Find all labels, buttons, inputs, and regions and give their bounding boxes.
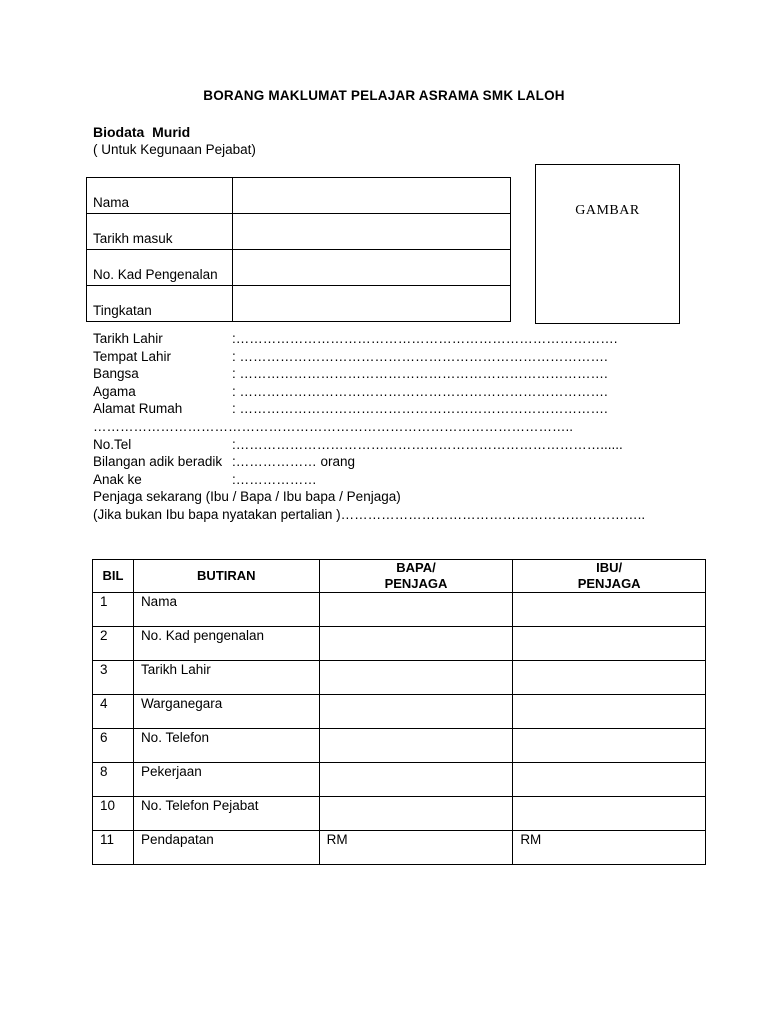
bapa-cell[interactable]	[319, 797, 513, 831]
bapa-cell[interactable]	[319, 695, 513, 729]
row-butiran: Pendapatan	[133, 831, 319, 865]
row-bil: 2	[93, 627, 134, 661]
row-bil: 4	[93, 695, 134, 729]
table-row	[93, 763, 706, 797]
entry-cell[interactable]	[233, 178, 511, 214]
table-header-row	[93, 560, 706, 593]
table-row	[93, 661, 706, 695]
bapa-cell[interactable]	[319, 763, 513, 797]
header-ibu-line1: IBU/	[596, 560, 623, 575]
row-bil: 8	[93, 763, 134, 797]
ibu-cell[interactable]	[513, 729, 706, 763]
row-bil: 6	[93, 729, 134, 763]
row-label: No. Kad Pengenalan	[87, 250, 233, 286]
table-row	[87, 214, 511, 250]
row-bil: 3	[93, 661, 134, 695]
field-label: Penjaga sekarang (Ibu / Bapa / Ibu bapa / Penjaga)	[93, 489, 401, 505]
row-bil: 1	[93, 593, 134, 627]
photo-box[interactable]	[535, 164, 680, 324]
table-row	[87, 286, 511, 322]
table-row	[93, 627, 706, 661]
bapa-cell[interactable]	[319, 661, 513, 695]
ibu-cell[interactable]	[513, 797, 706, 831]
ibu-cell[interactable]	[513, 593, 706, 627]
parents-table	[92, 559, 706, 865]
header-butiran: BUTIRAN	[133, 560, 319, 593]
row-butiran: Nama	[133, 593, 319, 627]
table-row	[87, 250, 511, 286]
field-blank[interactable]: :………………	[232, 471, 317, 487]
row-butiran: Tarikh Lahir	[133, 661, 319, 695]
field-label: Bilangan adik beradik	[93, 454, 223, 470]
photo-label: GAMBAR	[575, 203, 640, 218]
field-label: Agama	[93, 383, 136, 399]
row-label: Nama	[87, 178, 233, 214]
header-bapa	[319, 560, 513, 593]
ibu-cell[interactable]	[513, 661, 706, 695]
form-title: BORANG MAKLUMAT PELAJAR ASRAMA SMK LALOH	[203, 88, 565, 103]
header-bapa-line2: PENJAGA	[384, 576, 448, 591]
ibu-cell[interactable]: RM	[513, 831, 706, 865]
field-blank[interactable]: :………………………………………………………………………….	[232, 331, 618, 346]
header-ibu	[513, 560, 706, 593]
entry-cell[interactable]	[233, 286, 511, 322]
table-row	[93, 831, 706, 865]
field-label: Alamat Rumah	[93, 401, 183, 417]
entry-cell[interactable]	[233, 214, 511, 250]
row-label: Tarikh masuk	[87, 214, 233, 250]
row-bil: 10	[93, 797, 134, 831]
table-row	[87, 178, 511, 214]
field-blank[interactable]: : ……………………………………………………………………….	[232, 383, 608, 399]
table-row	[93, 797, 706, 831]
field-blank[interactable]: : ……………………………………………………………………….	[232, 366, 608, 382]
section-heading: Biodata Murid	[93, 124, 191, 140]
row-bil: 11	[93, 831, 134, 865]
field-blank[interactable]: : ……………………………………………………………………….	[232, 401, 608, 417]
field-blank[interactable]: ……………………………………………………………………………………………..	[93, 418, 574, 434]
field-blank[interactable]: (Jika bukan Ibu bapa nyatakan pertalian )…………………………………………………………..	[93, 506, 646, 522]
field-label: Anak ke	[93, 471, 142, 487]
field-label: Tempat Lahir	[93, 348, 172, 364]
table-row	[93, 695, 706, 729]
field-blank[interactable]: :……………… orang	[232, 454, 356, 470]
row-butiran: No. Telefon Pejabat	[133, 797, 319, 831]
bapa-cell[interactable]: RM	[319, 831, 513, 865]
section-note: ( Untuk Kegunaan Pejabat)	[93, 142, 256, 157]
row-label: Tingkatan	[87, 286, 233, 322]
header-ibu-line2: PENJAGA	[577, 576, 641, 591]
header-bapa-line1: BAPA/	[396, 560, 436, 575]
row-butiran: Pekerjaan	[133, 763, 319, 797]
table-row	[93, 593, 706, 627]
bapa-cell[interactable]	[319, 593, 513, 627]
field-label: Tarikh Lahir	[93, 331, 163, 346]
entry-cell[interactable]	[233, 250, 511, 286]
table-row	[93, 729, 706, 763]
ibu-cell[interactable]	[513, 763, 706, 797]
field-blank[interactable]: :………………………………………………………………………......	[232, 436, 623, 452]
row-butiran: Warganegara	[133, 695, 319, 729]
row-butiran: No. Telefon	[133, 729, 319, 763]
row-butiran: No. Kad pengenalan	[133, 627, 319, 661]
ibu-cell[interactable]	[513, 695, 706, 729]
header-bil: BIL	[93, 560, 134, 593]
bapa-cell[interactable]	[319, 729, 513, 763]
bapa-cell[interactable]	[319, 627, 513, 661]
office-biodata-table	[86, 177, 511, 322]
field-blank[interactable]: : ……………………………………………………………………….	[232, 348, 608, 364]
ibu-cell[interactable]	[513, 627, 706, 661]
field-label: No.Tel	[93, 436, 132, 452]
field-label: Bangsa	[93, 366, 139, 382]
